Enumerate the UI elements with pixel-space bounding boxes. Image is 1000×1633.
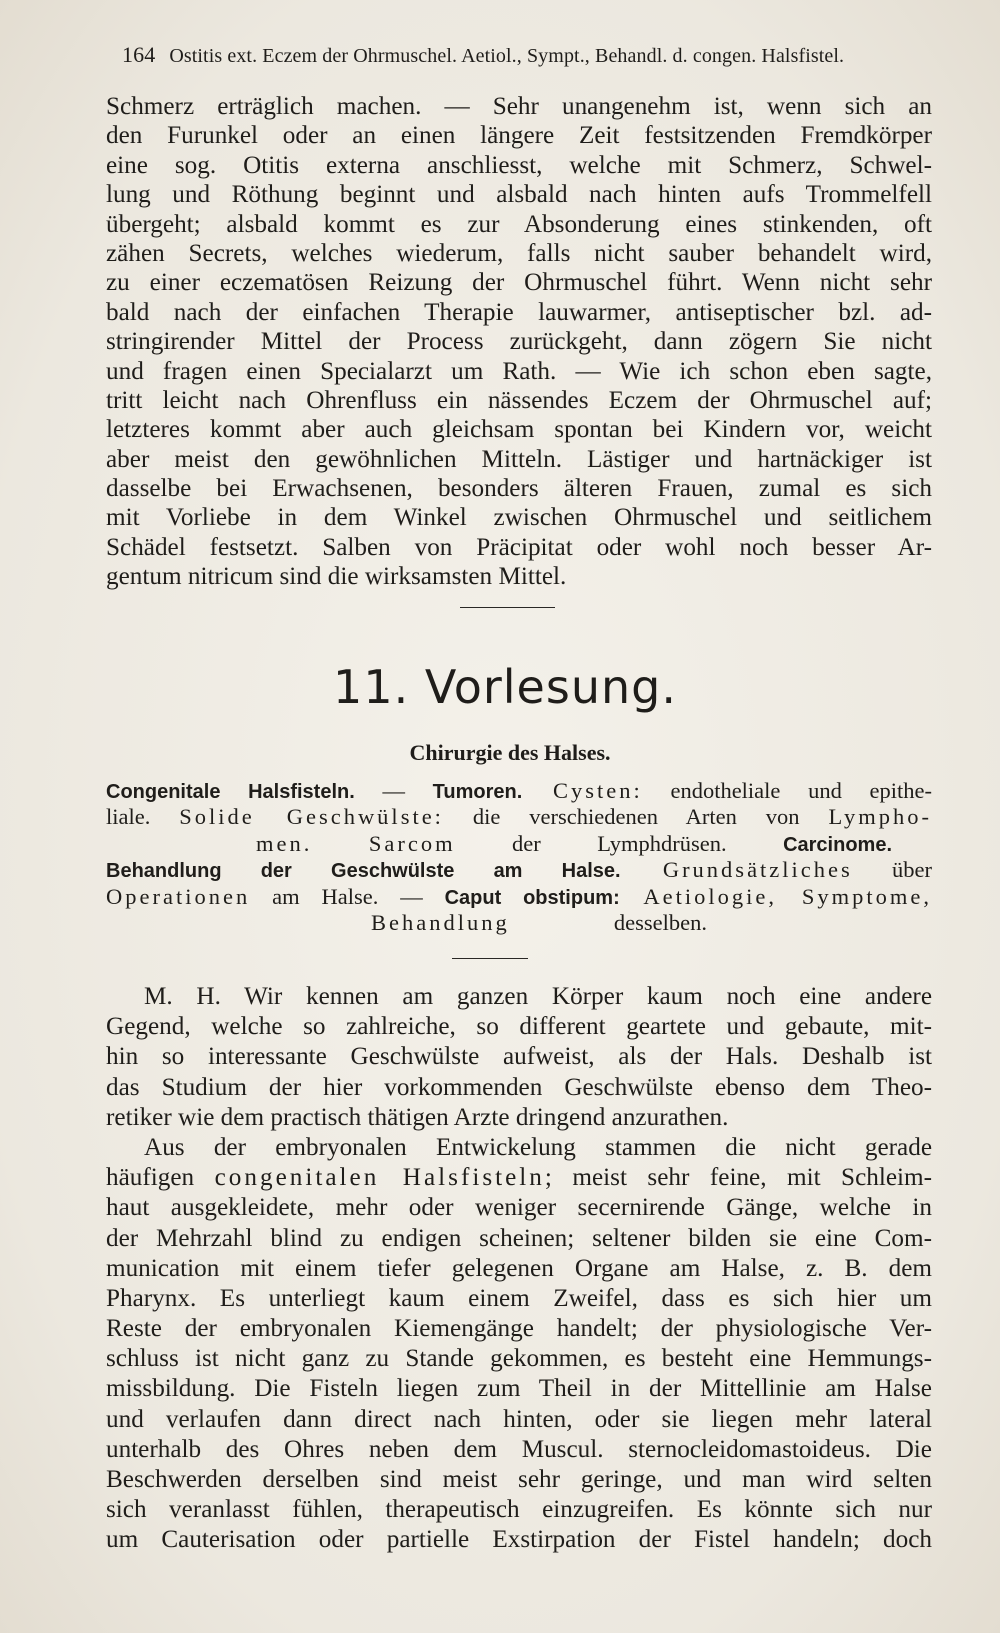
text-line: schluss ist nicht ganz zu Stande gekommen, es besteht eine Hemmungs- [106,1346,932,1373]
summary-line: Behandlung desselben. [371,911,707,935]
text-line: aber meist den gewöhnlichen Mitteln. Lästiger und hartnäckiger ist [106,446,932,473]
summary-spaced-term: Sarcom [368,832,456,856]
text-line: tritt leicht nach Ohrenfluss ein nässendes Eczem der Ohrmuschel auf; [106,387,932,414]
summary-spaced-term: Aetiologie, Symptome, [619,885,932,909]
section-heading: Chirurgie des Halses. [409,740,611,765]
text-line: zu einer eczematösen Reizung der Ohrmuschel führt. Wenn nicht sehr [106,270,932,297]
text-line: und verlaufen dann direct nach hinten, oder sie liegen mehr lateral [106,1406,932,1433]
lecture-title: 11. Vorlesung. [333,660,677,714]
summary-line: men. Sarcom der Lymphdrüsen. Carcinome. [256,832,893,856]
text-line: häufigen congenitalen Halsfisteln; meist sehr feine, mit Schleim- [106,1165,932,1192]
paragraph-2 [106,984,932,1558]
summary-spaced-term: Cysten: [522,780,643,803]
summary-bold-term: Caput obstipum: [444,886,620,909]
text-line: zähen Secrets, welches wiederum, falls nicht sauber behandelt wird, [106,240,932,267]
text-line: Pharynx. Es unterliegt kaum einem Zweifel, dass es sich hier um [106,1285,932,1312]
text-line: Aus der embryonalen Entwickelung stammen die nicht gerade [144,1134,932,1161]
summary-line: liale. Solide Geschwülste: die verschiedenen Arten von Lympho- [106,806,932,830]
paragraph-1 [106,94,932,594]
summary-bold-term: Congenitale Halsfisteln. [106,781,355,803]
text-line: und fragen einen Specialarzt um Rath. — Wie ich schon eben sagte, [106,358,932,385]
text-line: Schmerz erträglich machen. — Sehr unangenehm ist, wenn sich an [106,94,932,120]
summary-bold-term: Carcinome. [783,833,893,856]
text-line: hin so interessante Geschwülste aufweist, als der Hals. Deshalb ist [106,1044,932,1071]
summary-line: Operationen am Halse. — Caput obstipum: Aetiologie, Symptome, [106,885,932,909]
summary-line: Congenitale Halsfisteln. — Tumoren. Cysten: endotheliale und epithe- [106,780,932,803]
text-line: haut ausgekleidete, mehr oder weniger secernirende Gänge, welche in [106,1195,932,1222]
text-line: Schädel festsetzt. Salben von Präcipitat oder wohl noch besser Ar- [106,534,932,561]
text-line: munication mit einem tiefer gelegenen Organe am Halse, z. B. dem [106,1255,932,1282]
spaced-term: congenitalen Halsfisteln [214,1165,545,1192]
section-divider [460,607,555,608]
text-line: übergeht; alsbald kommt es zur Absonderung eines stinkenden, oft [106,211,932,238]
text-line: das Studium der hier vorkommenden Geschwülste ebenso dem Theo- [106,1074,932,1101]
text-line: mit Vorliebe in dem Winkel zwischen Ohrmuschel und seitlichem [106,505,932,532]
text-line: missbildung. Die Fisteln liegen zum Theil in der Mittellinie am Halse [106,1376,932,1403]
summary-spaced-term: Lympho- [828,806,932,830]
summary-bold-term: Behandlung der Geschwülste am Halse. [106,860,621,883]
text-line: Reste der embryonalen Kiemengänge handelt; der physiologische Ver- [106,1316,932,1343]
text-line: Gegend, welche so zahlreiche, so different geartete und gebaute, mit- [106,1014,932,1041]
page-number: 164 [122,42,156,67]
text-line: der Mehrzahl blind zu endigen scheinen; seltener bilden sie eine Com- [106,1225,932,1252]
text-line: stringirender Mittel der Process zurückgeht, dann zögern Sie nicht [106,329,932,356]
text-line: dasselbe bei Erwachsenen, besonders älteren Frauen, zumal es sich [106,476,932,503]
summary-bold-term: Tumoren. [432,781,523,803]
text-line: sich veranlasst fühlen, therapeutisch einzugreifen. Es könnte sich nur [106,1497,932,1524]
summary-spaced-term: Grundsätzliches [620,859,853,883]
text-line: M. H. Wir kennen am ganzen Körper kaum noch eine andere [144,984,932,1010]
summary-spaced-term: Behandlung [371,911,510,935]
text-line: lung und Röthung beginnt und alsbald nach hinten aufs Trommelfell [106,182,932,209]
summary-spaced-term: Solide Geschwülste: [179,806,444,830]
running-head-title: Ostitis ext. Eczem der Ohrmuschel. Aetiol., Sympt., Behandl. d. congen. Halsfistel. [169,45,845,67]
text-line: unterhalb des Ohres neben dem Muscul. sternocleidomastoideus. Die [106,1436,932,1463]
text-line: den Furunkel oder an einen längere Zeit festsitzenden Fremdkörper [106,123,932,150]
text-line: Beschwerden derselben sind meist sehr geringe, und man wird selten [106,1467,932,1493]
section-divider [452,958,528,959]
text-line: retiker wie dem practisch thätigen Arzte dringend anzurathen. [106,1104,729,1131]
text-line: letzteres kommt aber auch gleichsam spontan bei Kindern vor, weicht [106,417,932,444]
text-line: eine sog. Otitis externa anschliesst, welche mit Schmerz, Schwel- [106,152,932,179]
chapter-summary [106,780,932,938]
running-head [122,42,942,68]
summary-line: Behandlung der Geschwülste am Halse. Grundsätzliches über [106,859,932,883]
text-line: gentum nitricum sind die wirksamsten Mittel. [106,564,567,591]
summary-spaced-term: Operationen [106,885,251,909]
text-line: bald nach der einfachen Therapie lauwarmer, antiseptischer bzl. ad- [106,299,932,326]
text-line: um Cauterisation oder partielle Exstirpation der Fistel handeln; doch [106,1527,932,1554]
